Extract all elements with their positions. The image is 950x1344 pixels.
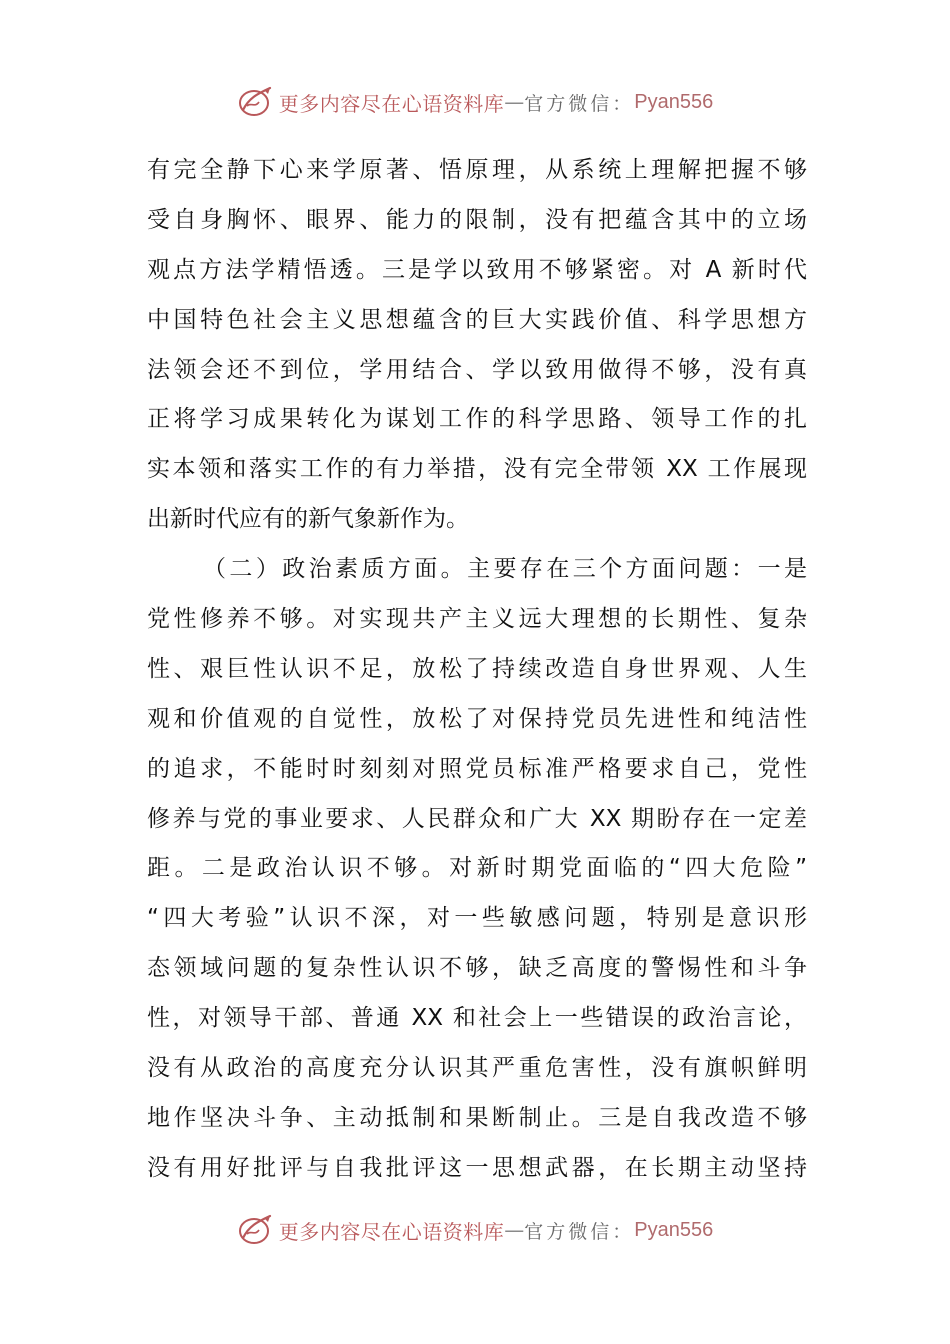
text-line: 的追求，不能时时刻刻对照党员标准严格要求自己，党性 [147,755,807,782]
signature-pen-icon [237,84,275,120]
text-line: 正将学习成果转化为谋划工作的科学思路、领导工作的扎 [147,406,807,433]
text-line: 性、艰巨性认识不足，放松了持续改造自身世界观、人生 [147,655,807,682]
watermark-official-label: 官方微信： [524,92,635,115]
text-line: “四大考验”认识不深，对一些敏感问题，特别是意识形 [147,905,807,932]
watermark-wechat-id: Pyan556 [634,1218,714,1241]
watermark-footer [0,1210,950,1250]
text-line: 出新时代应有的新气象新作为。 [147,506,469,533]
section-heading-line: （二）政治素质方面。主要存在三个方面问题：一是 [203,556,807,583]
watermark-header [0,82,950,122]
text-line: 法领会还不到位，学用结合、学以致用做得不够，没有真 [147,356,807,383]
signature-pen-icon [237,1212,275,1248]
text-line: 修养与党的事业要求、人民群众和广大 XX 期盼存在一定差 [147,805,807,832]
text-line: 观和价值观的自觉性，放松了对保持党员先进性和纯洁性 [147,705,807,732]
watermark-brand: 更多内容尽在心语资料库 [278,1219,505,1244]
text-line: 地作坚决斗争、主动抵制和果断制止。三是自我改造不够 [147,1104,807,1131]
text-line: 有完全静下心来学原著、悟原理，从系统上理解把握不够 [147,157,807,183]
watermark-official-label: 官方微信： [524,1220,635,1243]
text-line: 距。二是政治认识不够。对新时期党面临的“四大危险” [147,855,807,882]
text-line: 性，对领导干部、普通 XX 和社会上一些错误的政治言论， [147,1005,807,1032]
text-line: 党性修养不够。对实现共产主义远大理想的长期性、复杂 [147,606,807,633]
text-line: 态领域问题的复杂性认识不够，缺乏高度的警惕性和斗争 [147,955,807,982]
watermark-brand: 更多内容尽在心语资料库 [278,91,505,116]
watermark-dash: — [504,1218,525,1242]
document-body [147,146,807,1194]
text-line: 没有从政治的高度充分认识其严重危害性，没有旗帜鲜明 [147,1055,807,1082]
watermark-wechat-id: Pyan556 [634,90,714,113]
text-line: 观点方法学精悟透。三是学以致用不够紧密。对 A 新时代 [147,256,807,283]
text-line: 受自身胸怀、眼界、能力的限制，没有把蕴含其中的立场 [147,206,807,233]
text-line: 没有用好批评与自我批评这一思想武器，在长期主动坚持 [147,1154,807,1181]
text-line: 实本领和落实工作的有力举措，没有完全带领 XX 工作展现 [147,456,807,483]
watermark-dash: — [504,90,525,114]
text-line: 中国特色社会主义思想蕴含的巨大实践价值、科学思想方 [147,306,807,333]
